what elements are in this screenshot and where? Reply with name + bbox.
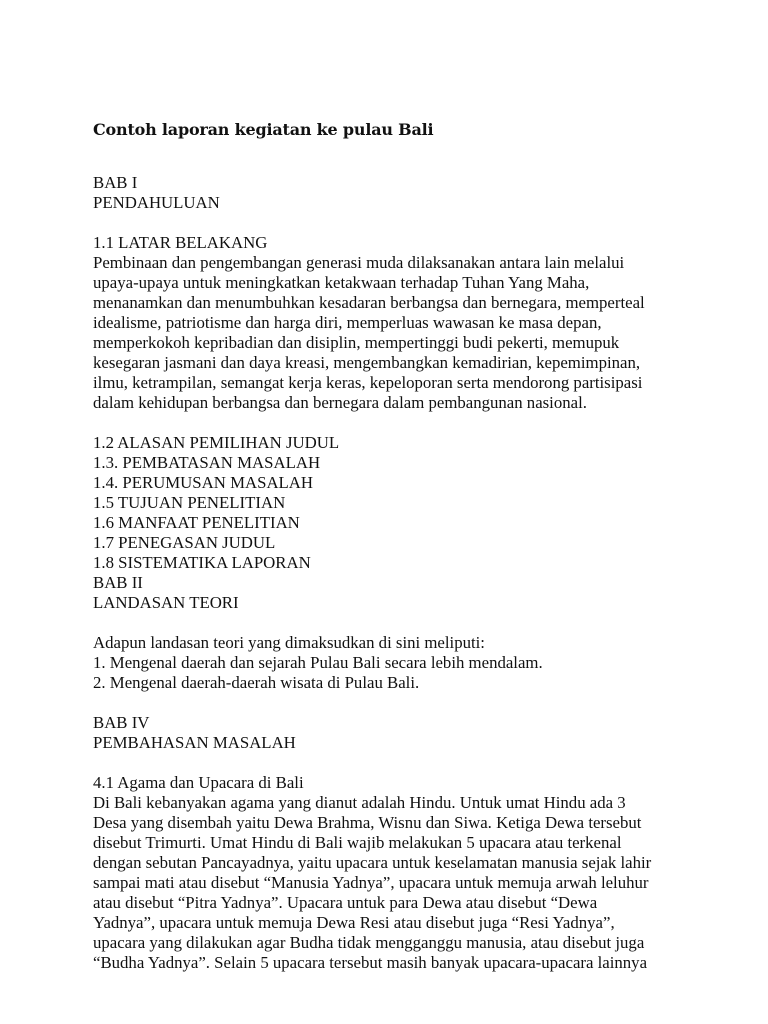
paragraph-line: disebut Trimurti. Umat Hindu di Bali wajib melakukan 5 upacara atau terkenal bbox=[93, 833, 622, 852]
paragraph-line: Pembinaan dan pengembangan generasi muda dilaksanakan antara lain melalui bbox=[93, 253, 625, 272]
paragraph-line: memperkokoh kepribadian dan disiplin, mempertinggi budi pekerti, memupuk bbox=[93, 333, 620, 352]
spacer bbox=[93, 213, 753, 233]
paragraph-line: menanamkan dan menumbuhkan kesadaran berbangsa dan bernegara, memperteal bbox=[93, 293, 645, 312]
document-title: Contoh laporan kegiatan ke pulau Bali bbox=[93, 120, 434, 139]
bab2-subheading: LANDASAN TEORI bbox=[93, 593, 239, 612]
section-heading: 1.7 PENEGASAN JUDUL bbox=[93, 533, 276, 552]
paragraph-line: upacara yang dilakukan agar Budha tidak mengganggu manusia, atau disebut juga bbox=[93, 933, 645, 952]
paragraph-line: idealisme, patriotisme dan harga diri, memperluas wawasan ke masa depan, bbox=[93, 313, 602, 332]
section-heading: 1.2 ALASAN PEMILIHAN JUDUL bbox=[93, 433, 340, 452]
document-page bbox=[93, 120, 753, 973]
section-heading: 1.3. PEMBATASAN MASALAH bbox=[93, 453, 321, 472]
paragraph-line: Desa yang disembah yaitu Dewa Brahma, Wisnu dan Siwa. Ketiga Dewa tersebut bbox=[93, 813, 642, 832]
spacer bbox=[93, 413, 753, 433]
paragraph-line: sampai mati atau disebut “Manusia Yadnya”, upacara untuk memuja arwah leluhur bbox=[93, 873, 649, 892]
paragraph-line: kesegaran jasmani dan daya kreasi, mengembangkan kemadirian, kepemimpinan, bbox=[93, 353, 641, 372]
bab1-subheading: PENDAHULUAN bbox=[93, 193, 220, 212]
list-item: 1. Mengenal daerah dan sejarah Pulau Bali secara lebih mendalam. bbox=[93, 653, 543, 672]
spacer bbox=[93, 693, 753, 713]
bab1-heading: BAB I bbox=[93, 173, 138, 192]
paragraph-line: ilmu, ketrampilan, semangat kerja keras, kepeloporan serta mendorong partisipasi bbox=[93, 373, 643, 392]
bab4-heading: BAB IV bbox=[93, 713, 150, 732]
paragraph-line: Di Bali kebanyakan agama yang dianut adalah Hindu. Untuk umat Hindu ada 3 bbox=[93, 793, 626, 812]
spacer bbox=[93, 613, 753, 633]
section-heading: 1.4. PERUMUSAN MASALAH bbox=[93, 473, 314, 492]
paragraph-line: “Budha Yadnya”. Selain 5 upacara tersebut masih banyak upacara-upacara lainnya bbox=[93, 953, 648, 972]
paragraph-line: upaya-upaya untuk meningkatkan ketakwaan terhadap Tuhan Yang Maha, bbox=[93, 273, 590, 292]
paragraph-line: dalam kehidupan berbangsa dan bernegara dalam pembangunan nasional. bbox=[93, 393, 587, 412]
section-heading: 1.6 MANFAAT PENELITIAN bbox=[93, 513, 300, 532]
list-item: 2. Mengenal daerah-daerah wisata di Pulau Bali. bbox=[93, 673, 420, 692]
paragraph-line: atau disebut “Pitra Yadnya”. Upacara untuk para Dewa atau disebut “Dewa bbox=[93, 893, 598, 912]
bab2-heading: BAB II bbox=[93, 573, 143, 592]
bab2-intro: Adapun landasan teori yang dimaksudkan di sini meliputi: bbox=[93, 633, 485, 652]
bab4-subheading: PEMBAHASAN MASALAH bbox=[93, 733, 296, 752]
paragraph-line: dengan sebutan Pancayadnya, yaitu upacara untuk keselamatan manusia sejak lahir bbox=[93, 853, 652, 872]
latar-heading: 1.1 LATAR BELAKANG bbox=[93, 233, 268, 252]
spacer bbox=[93, 753, 753, 773]
paragraph-line: Yadnya”, upacara untuk memuja Dewa Resi atau disebut juga “Resi Yadnya”, bbox=[93, 913, 615, 932]
section-heading: 4.1 Agama dan Upacara di Bali bbox=[93, 773, 304, 792]
section-heading: 1.5 TUJUAN PENELITIAN bbox=[93, 493, 286, 512]
section-heading: 1.8 SISTEMATIKA LAPORAN bbox=[93, 553, 311, 572]
